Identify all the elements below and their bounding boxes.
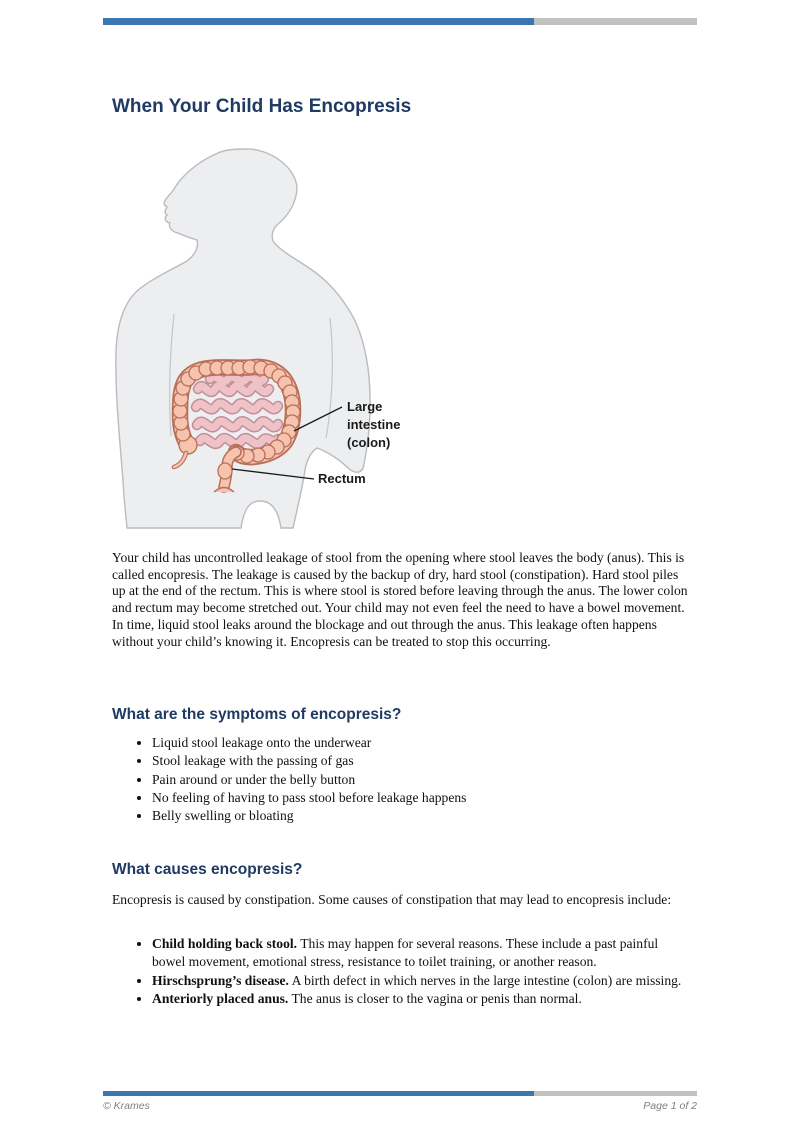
cause-bold-lead: Child holding back stool. (152, 936, 298, 951)
symptom-list-item: • No feeling of having to pass stool before leakage happens (152, 789, 690, 807)
cause-text: A birth defect in which nerves in the large intestine (colon) are missing. (288, 972, 682, 988)
section-heading-symptoms: What are the symptoms of encopresis? (112, 706, 402, 723)
symptoms-list (112, 734, 690, 825)
cause-text: This may happen for several reasons. These include a past painful bowel movement, emotional stress, resistance to toilet training, or another reason. (152, 936, 659, 970)
footer-rule (103, 1091, 697, 1096)
large-intestine-label-line1: Large (347, 399, 383, 414)
footer-copyright: © Krames (103, 1100, 150, 1112)
cause-list-item (152, 935, 690, 972)
symptom-list-item: • Belly swelling or bloating (152, 807, 690, 825)
anatomy-figure (110, 140, 440, 530)
symptom-list-item: • Pain around or under the belly button (152, 771, 690, 789)
header-rule (103, 18, 697, 25)
page-title: When Your Child Has Encopresis (112, 96, 412, 117)
cause-bold-lead: Hirschsprung’s disease. (152, 972, 289, 988)
rectum-label: Rectum (318, 471, 366, 486)
section-heading-causes: What causes encopresis? (112, 861, 303, 878)
header-rule-blue-segment (103, 18, 534, 25)
large-intestine-label-line3: (colon) (347, 435, 391, 450)
cause-list-item (152, 972, 690, 990)
cause-list-item (152, 990, 690, 1008)
cause-text: The anus is closer to the vagina or penis than normal. (288, 990, 582, 1006)
causes-list (112, 935, 690, 1008)
footer-page-number: Page 1 of 2 (643, 1100, 697, 1112)
intro-paragraph: Your child has uncontrolled leakage of stool from the opening where stool leaves the body (anus). This is called encopresis. The leakage is caused by the backup of dry, hard stool (constipation). Hard stool piles up at the end of the rectum. This is where stool is stored before leaving through the anus. The lower colon and rectum may become stretched out. Your child may not even feel the need to have a bowel movement. In time, liquid stool leaks around the blockage and out through the anus. This leakage often happens without your child’s knowing it. Encopresis can be treated to stop this occurring. (112, 550, 688, 649)
child-colon-illustration (110, 140, 440, 530)
footer-rule-blue-segment (103, 1091, 534, 1096)
cause-bold-lead: Anteriorly placed anus. (152, 990, 289, 1006)
causes-intro-paragraph: Encopresis is caused by constipation. Some causes of constipation that may lead to encopresis include: (112, 892, 672, 907)
symptom-list-item: • Stool leakage with the passing of gas (152, 752, 690, 770)
header-rule-gray-segment (534, 18, 697, 25)
footer (103, 1100, 697, 1112)
large-intestine-label-line2: intestine (347, 417, 401, 432)
symptom-list-item: • Liquid stool leakage onto the underwear (152, 734, 690, 752)
footer-rule-gray-segment (534, 1091, 697, 1096)
